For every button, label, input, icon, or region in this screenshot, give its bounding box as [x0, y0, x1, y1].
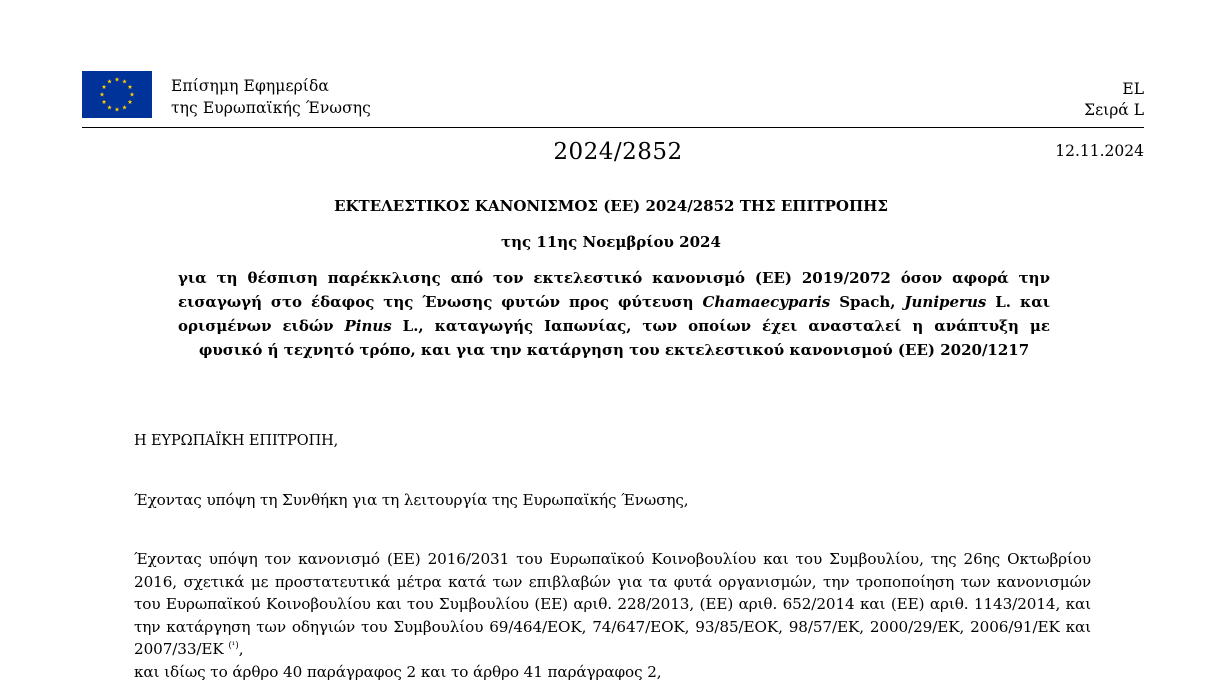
document-number: 2024/2852	[553, 139, 683, 165]
treaty-recital: Έχοντας υπόψη τη Συνθήκη για τη λειτουργία της Ευρωπαϊκής Ένωσης,	[134, 491, 689, 509]
series-label: Σειρά L	[1084, 101, 1144, 119]
journal-name-line1: Επίσημη Εφημερίδα	[171, 77, 329, 95]
eu-flag-icon	[82, 71, 152, 118]
regulation-description	[178, 266, 1050, 362]
desc-species-juniperus: Juniperus	[904, 293, 987, 311]
language-code: EL	[1122, 80, 1144, 98]
commission-heading: Η ΕΥΡΩΠΑΪΚΗ ΕΠΙΤΡΟΠΗ,	[134, 433, 339, 449]
publication-date: 12.11.2024	[1055, 142, 1144, 160]
regulation-recital-text: Έχοντας υπόψη τον κανονισμό (ΕΕ) 2016/2031 του Ευρωπαϊκού Κοινοβουλίου και του Συμβουλίου, της 26ης Οκτωβρίου 2016, σχετικά με προστατευτικά μέτρα κατά των επιβλαβών για τα φυτά οργανισμών, την τροποποίηση των κανονισμών του Ευρωπαϊκού Κοινοβουλίου και του Συμβουλίου (ΕΕ) αριθ. 228/2013, (ΕΕ) αριθ. 652/2014 και (ΕΕ) αριθ. 1143/2014, και την κατάργηση των οδηγιών του Συμβουλίου 69/464/ΕΟΚ, 74/647/ΕΟΚ, 93/85/ΕΟΚ, 98/57/ΕΚ, 2000/29/ΕΚ, 2006/91/ΕΚ και 2007/33/ΕΚ	[134, 550, 1091, 659]
desc-part-3: L. και ορισμένων ειδών	[178, 293, 1050, 335]
regulation-date: της 11ης Νοεμβρίου 2024	[501, 233, 721, 251]
header-divider	[82, 127, 1144, 128]
footnote-reference[interactable]: (¹)	[228, 641, 239, 652]
desc-part-4: L., καταγωγής Ιαπωνίας, των οποίων έχει ανασταλεί η ανάπτυξη με φυσικό ή τεχνητό τρόπο, και για την κατάργηση του εκτελεστικού κανονισμού (ΕΕ) 2020/1217	[198, 317, 1051, 359]
regulation-title: ΕΚΤΕΛΕΣΤΙΚΟΣ ΚΑΝΟΝΙΣΜΟΣ (ΕΕ) 2024/2852 ΤΗΣ ΕΠΙΤΡΟΠΗΣ	[334, 197, 888, 215]
regulation-recital-last-line: και ιδίως το άρθρο 40 παράγραφος 2 και το άρθρο 41 παράγραφος 2,	[134, 662, 662, 681]
desc-species-pinus: Pinus	[344, 317, 392, 335]
desc-species-chamaecyparis: Chamaecyparis	[702, 293, 831, 311]
desc-part-1: για τη θέσπιση παρέκκλισης από τον εκτελεστικό κανονισμό (ΕΕ) 2019/2072 όσον αφορά την εισαγωγή στο έδαφος της Ένωσης φυτών προς φύτευση	[178, 269, 1050, 311]
regulation-recital	[134, 548, 1091, 684]
desc-part-2: Spach,	[830, 293, 905, 311]
regulation-recital-tail: ,	[238, 640, 244, 659]
journal-name-line2: της Ευρωπαϊκής Ένωσης	[171, 99, 371, 117]
